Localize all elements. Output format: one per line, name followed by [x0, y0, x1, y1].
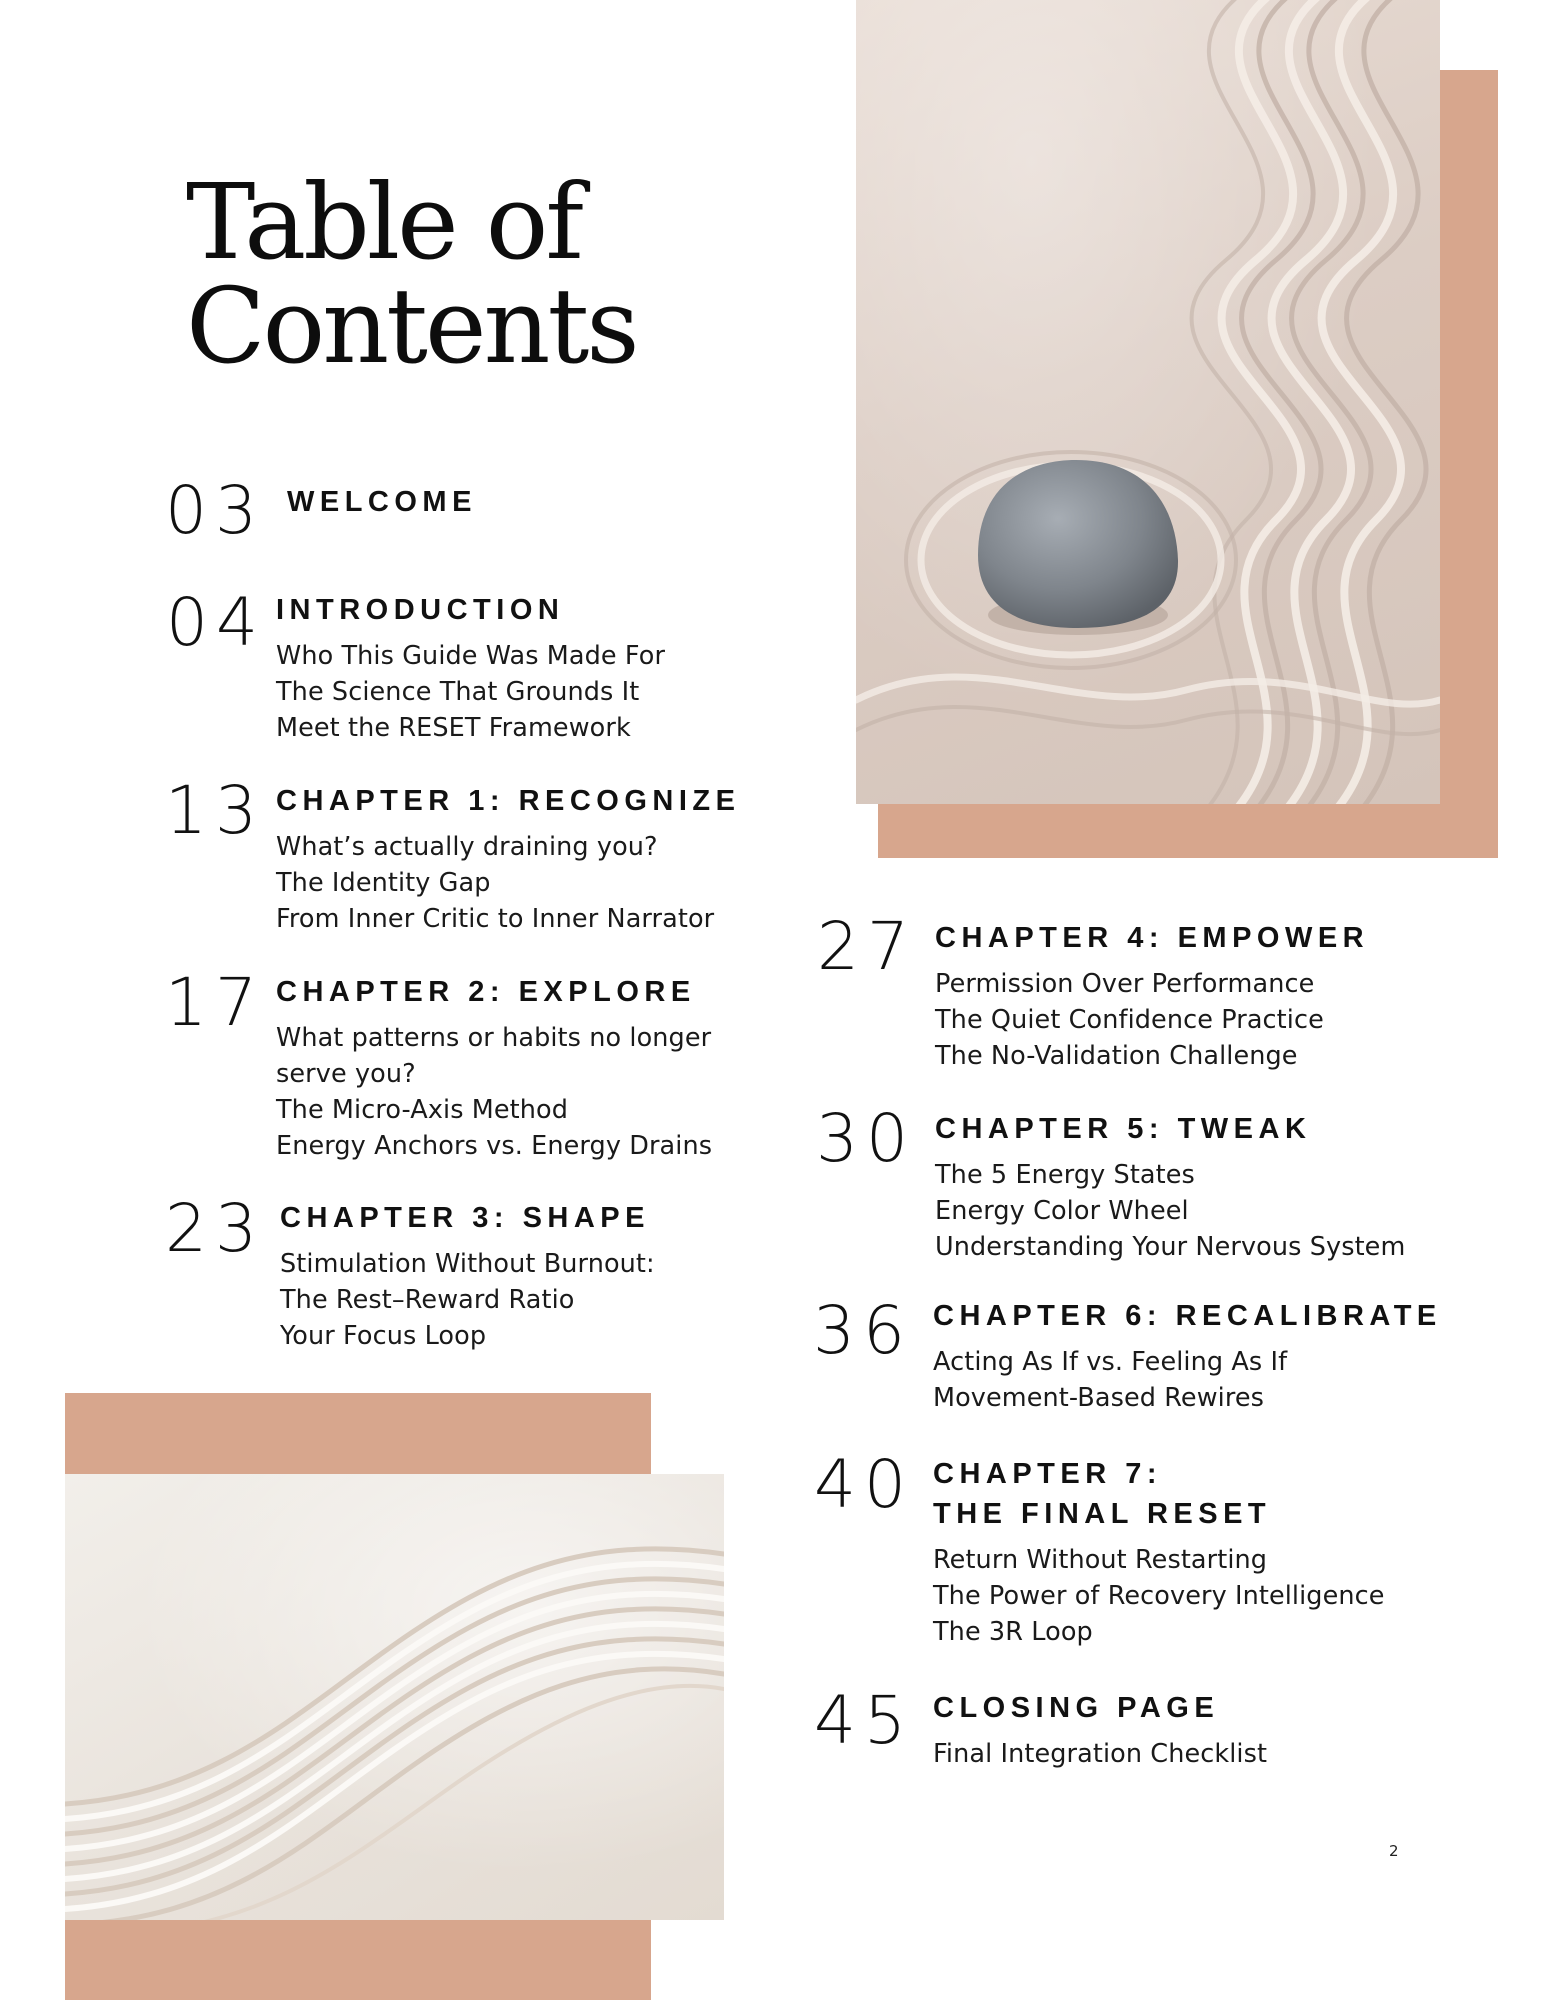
toc-subitem: The 3R Loop [933, 1617, 1093, 1647]
toc-entry-chapter-7 [933, 1454, 1385, 1650]
toc-subitem: Your Focus Loop [280, 1321, 487, 1351]
toc-page-number: 30 [816, 1100, 916, 1177]
toc-subitem: Stimulation Without Burnout: [280, 1249, 655, 1279]
toc-page-number: 04 [166, 584, 266, 661]
page-title [186, 161, 637, 387]
toc-subitem: The Science That Grounds It [276, 677, 640, 707]
toc-entry-chapter-1 [276, 781, 740, 937]
toc-subitem: Energy Anchors vs. Energy Drains [276, 1131, 713, 1161]
toc-subitem: The Power of Recovery Intelligence [933, 1581, 1385, 1611]
raked-sand-photo [65, 1474, 724, 1920]
toc-page-number: 03 [165, 472, 265, 549]
toc-subitem: Return Without Restarting [933, 1545, 1268, 1575]
toc-subitem: What’s actually draining you? [276, 832, 658, 862]
toc-page-number: 36 [813, 1292, 913, 1369]
toc-subitem: The No-Validation Challenge [935, 1041, 1298, 1071]
toc-subitem: Acting As If vs. Feeling As If [933, 1347, 1288, 1377]
toc-heading[interactable]: CHAPTER 6: RECALIBRATE [933, 1300, 1442, 1332]
toc-page-number: 27 [817, 908, 917, 985]
toc-subitem: What patterns or habits no longer [276, 1023, 712, 1053]
toc-page-number: 23 [165, 1190, 265, 1267]
toc-subitem: The Quiet Confidence Practice [935, 1005, 1324, 1035]
stone-shape [978, 460, 1178, 628]
toc-subitem: Meet the RESET Framework [276, 713, 631, 743]
zen-sand-stone-photo [856, 0, 1440, 804]
toc-entry-introduction [276, 590, 665, 746]
toc-heading[interactable]: CHAPTER 2: EXPLORE [276, 976, 696, 1008]
title-line-2: Contents [186, 265, 637, 387]
toc-subitem: serve you? [276, 1059, 416, 1089]
sand-waves-graphic [856, 0, 1440, 804]
toc-heading[interactable]: CHAPTER 3: SHAPE [280, 1202, 650, 1234]
toc-subitem: The Rest–Reward Ratio [280, 1285, 575, 1315]
toc-heading[interactable]: CHAPTER 1: RECOGNIZE [276, 785, 741, 817]
toc-subitem: Final Integration Checklist [933, 1739, 1268, 1769]
toc-subitem: The 5 Energy States [935, 1160, 1195, 1190]
toc-heading[interactable]: WELCOME [287, 486, 477, 518]
toc-subitem: Energy Color Wheel [935, 1196, 1189, 1226]
toc-heading[interactable]: CHAPTER 7: THE FINAL RESET [933, 1458, 1272, 1530]
toc-heading[interactable]: CHAPTER 5: TWEAK [935, 1113, 1312, 1145]
toc-entry-chapter-2 [276, 972, 712, 1164]
toc-subitem: The Micro-Axis Method [276, 1095, 569, 1125]
raked-sand-graphic [65, 1474, 724, 1920]
toc-subitem: Movement-Based Rewires [933, 1383, 1265, 1413]
toc-entry-chapter-6 [933, 1296, 1442, 1416]
toc-subitem: The Identity Gap [276, 868, 491, 898]
toc-page-number: 40 [814, 1446, 914, 1523]
toc-subitem: From Inner Critic to Inner Narrator [276, 904, 715, 934]
toc-heading[interactable]: CHAPTER 4: EMPOWER [935, 922, 1370, 954]
toc-subitem: Permission Over Performance [935, 969, 1315, 999]
toc-entry-closing [933, 1688, 1267, 1772]
toc-subitem: Who This Guide Was Made For [276, 641, 666, 671]
toc-page-number: 45 [814, 1682, 914, 1759]
page-number: 2 [1389, 1842, 1399, 1860]
toc-heading[interactable]: INTRODUCTION [276, 594, 565, 626]
toc-entry-chapter-5 [935, 1109, 1405, 1265]
toc-page-number: 13 [165, 772, 265, 849]
toc-heading[interactable]: CLOSING PAGE [933, 1692, 1220, 1724]
toc-entry-chapter-4 [935, 918, 1369, 1074]
toc-subitem: Understanding Your Nervous System [935, 1232, 1406, 1262]
title-line-1: Table of [186, 161, 581, 283]
toc-page-number: 17 [165, 964, 265, 1041]
toc-entry-chapter-3 [280, 1198, 655, 1354]
